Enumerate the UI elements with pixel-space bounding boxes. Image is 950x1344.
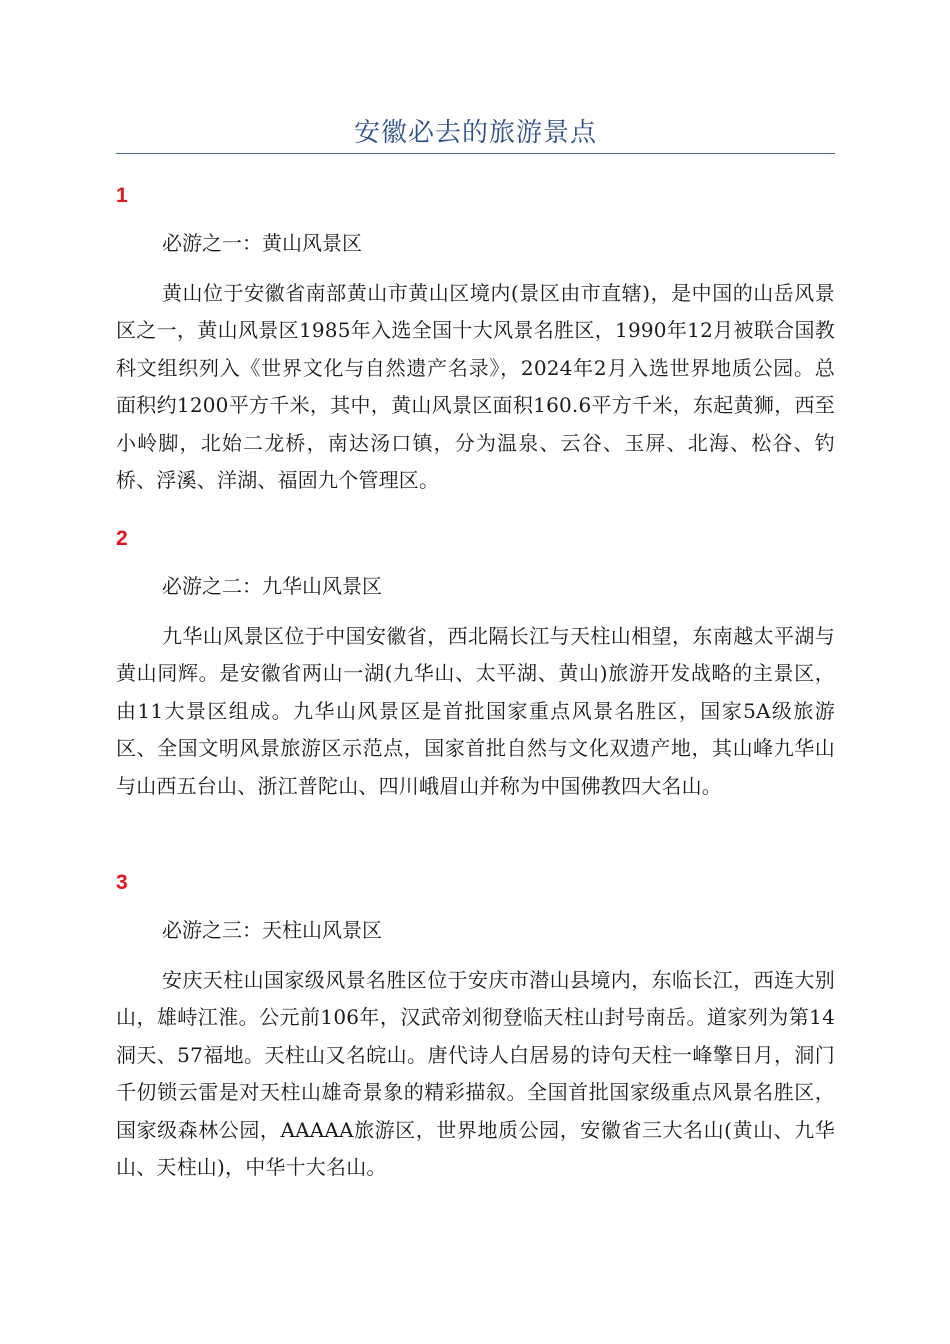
section-heading: 必游之二：九华山风景区 <box>162 574 382 598</box>
section-heading: 必游之一：黄山风景区 <box>162 231 362 255</box>
section-heading: 必游之三：天柱山风景区 <box>162 918 382 942</box>
section-body: 九华山风景区位于中国安徽省，西北隔长江与天柱山相望，东南越太平湖与黄山同辉。是安徽省两山一湖(九华山、太平湖、黄山)旅游开发战略的主景区，由11大景区组成。九华山风景区是首批国家重点风景名胜区，国家5A级旅游区、全国文明风景旅游区示范点，国家首批自然与文化双遗产地，其山峰九华山与山西五台山、浙江普陀山、四川峨眉山并称为中国佛教四大名山。 <box>116 624 835 798</box>
section-3 <box>116 871 835 1186</box>
section-number: 2 <box>116 527 128 550</box>
page-title: 安徽必去的旅游景点 <box>353 118 597 148</box>
section-2 <box>116 527 835 805</box>
section-number: 1 <box>116 184 128 207</box>
section-number: 3 <box>116 871 128 894</box>
title-divider <box>116 153 835 154</box>
section-body: 黄山位于安徽省南部黄山市黄山区境内(景区由市直辖)，是中国的山岳风景区之一，黄山风景区1985年入选全国十大风景名胜区，1990年12月被联合国教科文组织列入《世界文化与自然遗产名录》，2024年2月入选世界地质公园。总面积约1200平方千米，其中，黄山风景区面积160.6平方千米，东起黄狮，西至小岭脚，北始二龙桥，南达汤口镇，分为温泉、云谷、玉屏、北海、松谷、钓桥、浮溪、洋湖、福固九个管理区。 <box>116 281 835 493</box>
section-body: 安庆天柱山国家级风景名胜区位于安庆市潜山县境内，东临长江，西连大别山，雄峙江淮。公元前106年，汉武帝刘彻登临天柱山封号南岳。道家列为第14洞天、57福地。天柱山又名皖山。唐代诗人白居易的诗句天柱一峰擎日月，洞门千仞锁云雷是对天柱山雄奇景象的精彩描叙。全国首批国家级重点风景名胜区，国家级森林公园，AAAAA旅游区，世界地质公园，安徽省三大名山(黄山、九华山、天柱山)，中华十大名山。 <box>116 968 835 1180</box>
section-1 <box>116 184 835 499</box>
